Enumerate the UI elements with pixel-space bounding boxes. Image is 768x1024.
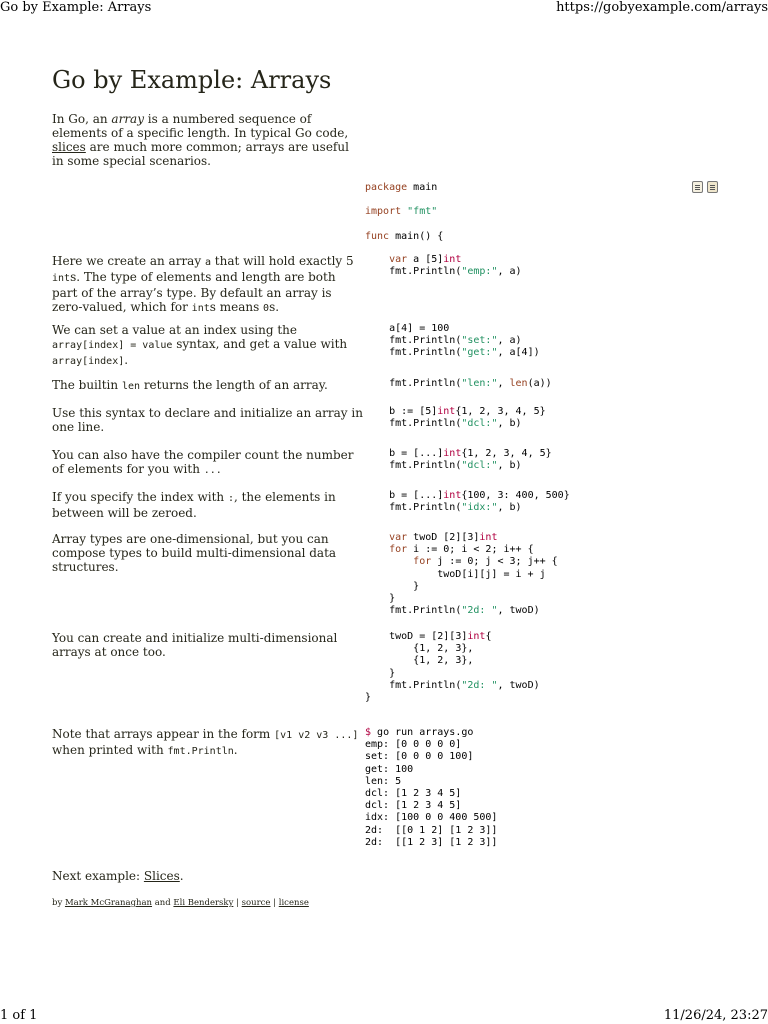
license-link[interactable]: license xyxy=(278,898,309,908)
code-actions xyxy=(692,180,722,194)
author-link-eli[interactable]: Eli Bendersky xyxy=(173,898,234,908)
print-timestamp: 11/26/24, 23:27 xyxy=(663,1008,768,1023)
page-title: Go by Example: Arrays xyxy=(52,66,332,94)
output-line: get: 100 xyxy=(365,763,414,775)
copy-code-icon[interactable] xyxy=(707,181,718,193)
output-line: len: 5 xyxy=(365,775,402,787)
output-line: emp: [0 0 0 0 0] xyxy=(365,739,462,751)
next-example: Next example: Slices. xyxy=(52,869,184,883)
output-line: set: [0 0 0 0 100] xyxy=(365,751,474,763)
code-declare: b := [5]int{1, 2, 3, 4, 5} fmt.Println("dcl:", b) xyxy=(389,406,546,430)
output-line: idx: [100 0 0 400 500] xyxy=(365,812,498,824)
code-zeroed: b = [...]int{100, 3: 400, 500} fmt.Println("idx:", b) xyxy=(389,490,570,514)
print-header-title: Go by Example: Arrays xyxy=(0,0,152,15)
doc-index: We can set a value at an index using the array[index] = value syntax, and get a value with array[index]. xyxy=(52,323,348,367)
next-example-link[interactable]: Slices xyxy=(143,869,180,883)
print-header-url: https://gobyexample.com/arrays xyxy=(556,0,768,15)
array-term: array xyxy=(111,112,144,126)
doc-multi-init: You can create and initialize multi-dimensional arrays at once too. xyxy=(52,631,338,659)
code-index: a[4] = 100 fmt.Println("set:", a) fmt.Println("get:", a[4]) xyxy=(389,323,540,359)
code-header: package main import "fmt" func main() { xyxy=(365,182,444,242)
print-header xyxy=(0,0,768,16)
print-footer xyxy=(0,1008,768,1024)
doc-printed: Note that arrays appear in the form [v1 v2 v3 ...] when printed with fmt.Println. xyxy=(52,727,359,757)
code-create: var a [5]int fmt.Println("emp:", a) xyxy=(389,254,522,278)
code-len: fmt.Println("len:", len(a)) xyxy=(389,378,552,389)
output-line: dcl: [1 2 3 4 5] xyxy=(365,788,462,800)
doc-len: The builtin len returns the length of an array. xyxy=(52,378,328,392)
output-line: 2d: [[1 2 3] [1 2 3]] xyxy=(365,836,498,848)
intro-paragraph: In Go, an array is a numbered sequence of elements of a specific length. In typical Go code, slices are much more common; arrays are useful in some special scenarios. xyxy=(52,112,349,168)
doc-multi: Array types are one-dimensional, but you can compose types to build multi-dimensional data structures. xyxy=(52,532,337,574)
source-link[interactable]: source xyxy=(241,898,271,908)
doc-create: Here we create an array a that will hold exactly 5 ints. The type of elements and length are both part of the array’s type. By default an array is zero-valued, which for ints means 0s. xyxy=(52,254,354,314)
doc-zeroed: If you specify the index with :, the elements in between will be zeroed. xyxy=(52,490,336,520)
slices-link[interactable]: slices xyxy=(52,140,86,154)
output-line: dcl: [1 2 3 4 5] xyxy=(365,800,462,812)
page-number: 1 of 1 xyxy=(0,1008,38,1023)
doc-count: You can also have the compiler count the number of elements for you with ... xyxy=(52,448,354,476)
code-count: b = [...]int{1, 2, 3, 4, 5} fmt.Println("dcl:", b) xyxy=(389,448,552,472)
credits: by Mark McGranaghan and Eli Bendersky | source | license xyxy=(52,898,309,908)
doc-declare: Use this syntax to declare and initialize an array in one line. xyxy=(52,406,363,434)
code-multi-init: twoD = [2][3]int{ {1, 2, 3}, {1, 2, 3}, } fmt.Println("2d: ", twoD) } xyxy=(365,631,540,704)
author-link-mark[interactable]: Mark McGranaghan xyxy=(64,898,153,908)
code-output: $ go run arrays.go emp: [0 0 0 0 0] set: [0 0 0 0 100] get: 100 len: 5 dcl: [1 2 3 4 5] dcl: [1 2 3 4 5] idx: [100 0 0 400 500] 2d: [[0 1 2] [1 2 3]] 2d: [[1 2 3] [1 2 3]] xyxy=(365,727,498,848)
output-line: 2d: [[0 1 2] [1 2 3]] xyxy=(365,824,498,836)
code-multi: var twoD [2][3]int for i := 0; i < 2; i++ { for j := 0; j < 3; j++ { twoD[i][j] = i + j } } fmt.Println("2d: ", twoD) xyxy=(389,532,558,617)
